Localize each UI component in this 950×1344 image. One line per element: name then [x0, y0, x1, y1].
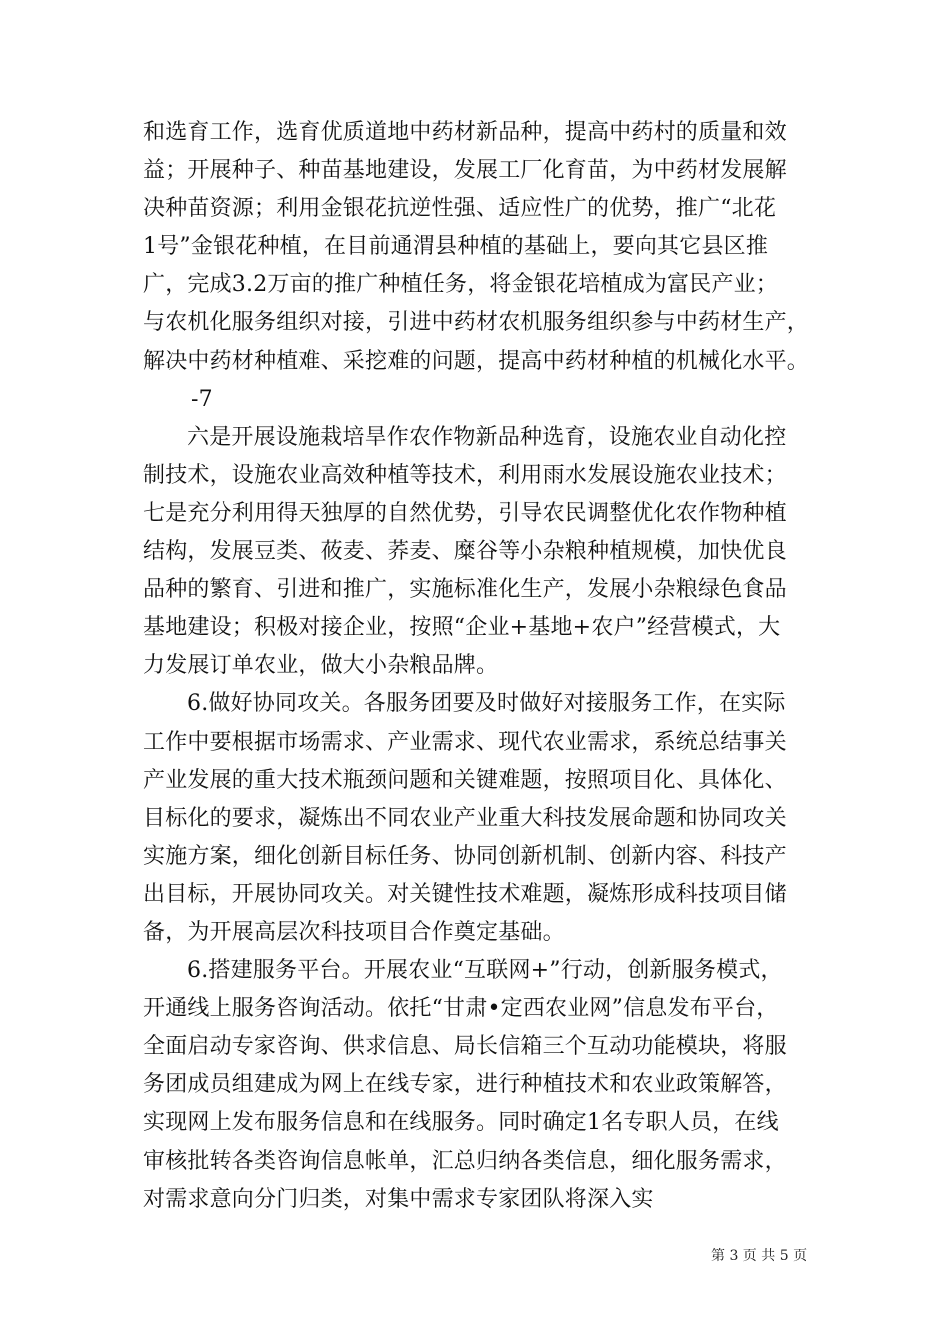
text-line: 广，完成3.2万亩的推广种植任务，将金银花培植成为富民产业； [143, 272, 778, 298]
text-line: 与农机化服务组织对接，引进中药材农机服务组织参与中药材生产， [143, 310, 810, 336]
text-line: 出目标，开展协同攻关。对关键性技术难题，凝炼形成科技项目储 [143, 881, 787, 907]
page-number-footer: 第 3 页 共 5 页 [711, 1248, 808, 1264]
text-line: 产业发展的重大技术瓶颈问题和关键难题，按照项目化、具体化、 [143, 767, 787, 793]
section-heading-line: 6.搭建服务平台。开展农业“互联网+”行动，创新服务模式， [187, 958, 783, 984]
text-line: 益；开展种子、种苗基地建设，发展工厂化育苗，为中药材发展解 [143, 158, 787, 184]
text-line: 结构，发展豆类、莜麦、荞麦、糜谷等小杂粮种植规模，加快优良 [143, 539, 787, 565]
text-line: 实施方案，细化创新目标任务、协同创新机制、创新内容、科技产 [143, 843, 787, 869]
paragraph-start-line: 六是开展设施栽培旱作农作物新品种选育，设施农业自动化控 [187, 424, 787, 450]
text-line: 品种的繁育、引进和推广，实施标准化生产，发展小杂粮绿色食品 [143, 577, 787, 603]
text-line: 制技术，设施农业高效种植等技术，利用雨水发展设施农业技术； [143, 462, 787, 488]
text-line: 对需求意向分门归类，对集中需求专家团队将深入实 [143, 1186, 654, 1212]
text-line: 开通线上服务咨询活动。依托“甘肃•定西农业网”信息发布平台， [143, 996, 779, 1022]
text-line: 实现网上发布服务信息和在线服务。同时确定1名专职人员，在线 [143, 1110, 779, 1136]
text-line: 备，为开展高层次科技项目合作奠定基础。 [143, 919, 565, 945]
text-line: 和选育工作，选育优质道地中药材新品种，提高中药村的质量和效 [143, 120, 787, 145]
text-line: 审核批转各类咨询信息帐单，汇总归纳各类信息，细化服务需求， [143, 1148, 787, 1174]
text-line: 1号”金银花种植，在目前通渭县种植的基础上，要向其它县区推 [143, 234, 769, 260]
text-line: 工作中要根据市场需求、产业需求、现代农业需求，系统总结事关 [143, 729, 787, 755]
text-line: 目标化的要求，凝炼出不同农业产业重大科技发展命题和协同攻关 [143, 805, 787, 831]
text-line: 基地建设；积极对接企业，按照“企业+基地+农户”经营模式，大 [143, 615, 781, 641]
text-line: 解决中药材种植难、采挖难的问题，提高中药材种植的机械化水平。 [143, 348, 810, 374]
text-line: 七是充分利用得天独厚的自然优势，引导农民调整优化农作物种植 [143, 500, 787, 526]
text-line: 力发展订单农业，做大小杂粮品牌。 [143, 653, 499, 679]
document-body [143, 114, 823, 1219]
page-marker: -7 [191, 386, 213, 412]
text-line: 决种苗资源；利用金银花抗逆性强、适应性广的优势，推广“北花 [143, 196, 777, 222]
text-line: 全面启动专家咨询、供求信息、局长信箱三个互动功能模块，将服 [143, 1034, 787, 1060]
section-heading-line: 6.做好协同攻关。各服务团要及时做好对接服务工作，在实际 [187, 691, 786, 717]
text-line: 务团成员组建成为网上在线专家，进行种植技术和农业政策解答， [143, 1072, 787, 1098]
